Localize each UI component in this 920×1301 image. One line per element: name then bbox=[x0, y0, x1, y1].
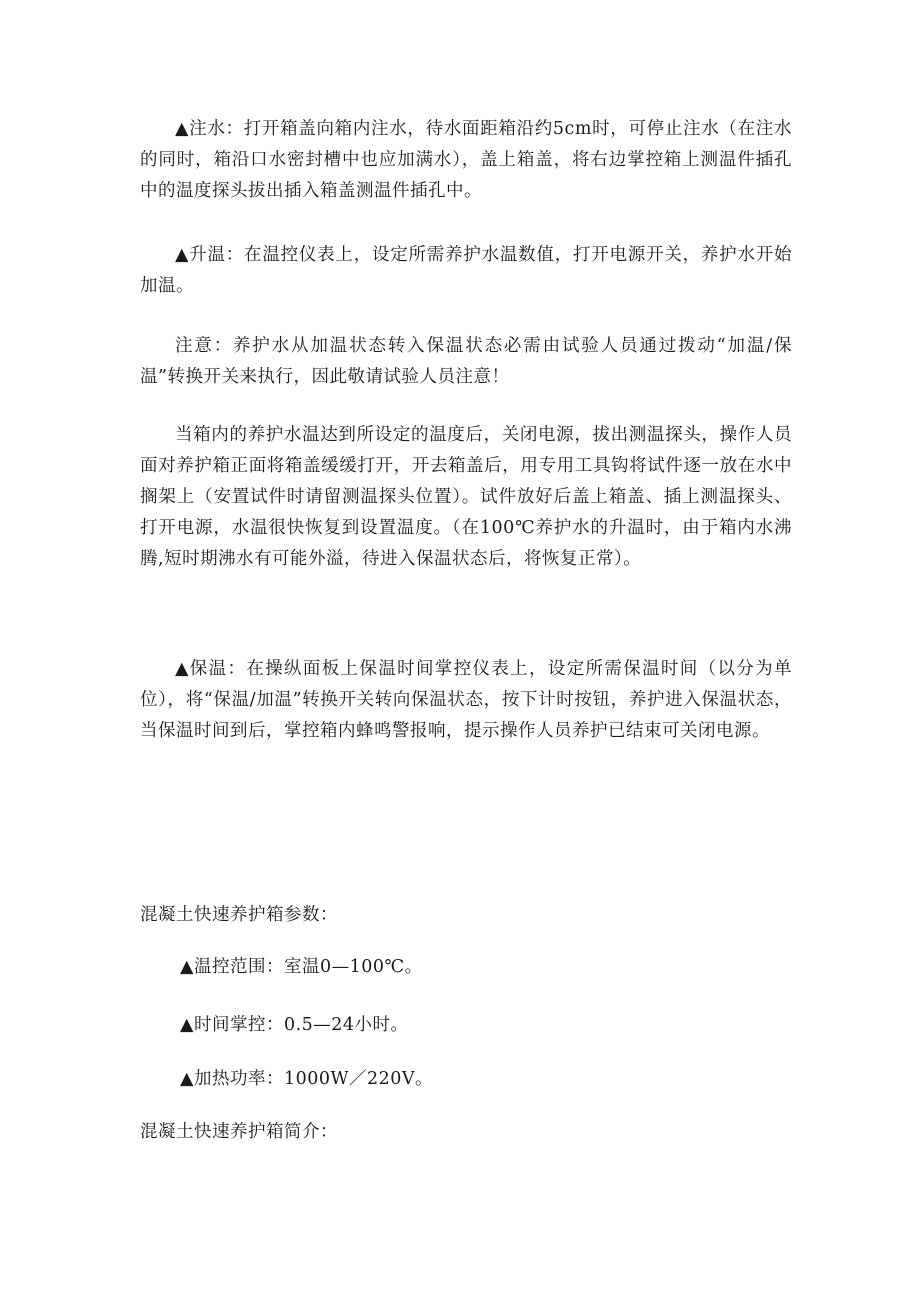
param-temp-range: ▲温控范围：室温0—100℃。 bbox=[180, 957, 423, 977]
paragraph-heating: ▲升温：在温控仪表上，设定所需养护水温数值，打开电源开关，养护水开始加温。 bbox=[140, 245, 792, 296]
param-time-control: ▲时间掌控：0.5—24小时。 bbox=[180, 1015, 409, 1035]
intro-heading: 混凝土快速养护箱简介： bbox=[140, 1122, 338, 1142]
paragraph-water-fill: ▲注水：打开箱盖向箱内注水，待水面距箱沿约5cm时，可停止注水（在注水的同时，箱沿口水密封槽中也应加满水），盖上箱盖，将右边掌控箱上测温件插孔中的温度探头拔出插入箱盖测温件插孔中。 bbox=[140, 119, 792, 201]
params-heading: 混凝土快速养护箱参数： bbox=[140, 905, 338, 925]
paragraph-notice: 注意：养护水从加温状态转入保温状态必需由试验人员通过拨动“加温/保温”转换开关来执行，因此敬请试验人员注意！ bbox=[140, 336, 792, 387]
paragraph-insulation: ▲保温：在操纵面板上保温时间掌控仪表上，设定所需保温时间（以分为单位），将“保温/加温”转换开关转向保温状态，按下计时按钮，养护进入保温状态，当保温时间到后，掌控箱内蜂鸣警报响，提示操作人员养护已结束可关闭电源。 bbox=[140, 659, 792, 741]
paragraph-procedure: 当箱内的养护水温达到所设定的温度后，关闭电源，拔出测温探头，操作人员面对养护箱正面将箱盖缓缓打开，开去箱盖后，用专用工具钩将试件逐一放在水中搁架上（安置试件时请留测温探头位置）。试件放好后盖上箱盖、插上测温探头、打开电源，水温很快恢复到设置温度。（在100℃养护水的升温时，由于箱内水沸腾,短时期沸水有可能外溢，待进入保温状态后，将恢复正常）。 bbox=[140, 425, 792, 569]
param-heating-power: ▲加热功率：1000W／220V。 bbox=[180, 1069, 434, 1089]
